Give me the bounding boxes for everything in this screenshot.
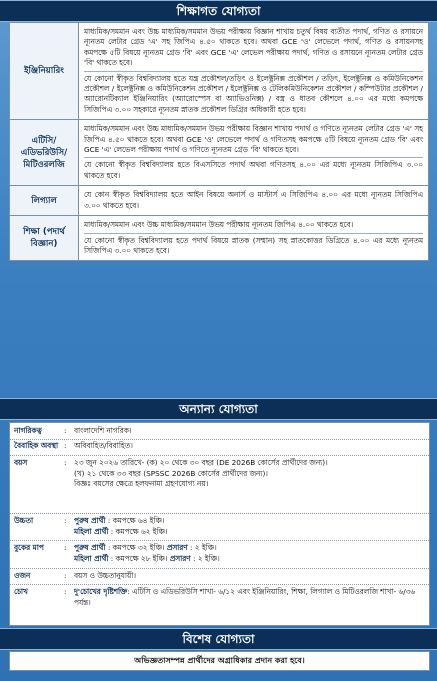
female-label: মহিলা প্রার্থী <box>74 526 109 536</box>
special-title-text: বিশেষ যোগ্যতা <box>182 632 255 646</box>
nationality-value: বাংলাদেশি নাগরিক। <box>74 426 132 435</box>
row-content <box>79 120 429 186</box>
expansion-label: প্রসারণ <box>166 543 188 552</box>
row-label: শিক্ষা (পদার্থ বিজ্ঞান) <box>10 216 79 261</box>
special-text: অভিজ্ঞতাসম্পন্ন প্রার্থীদের অগ্রাধিকার প্রদান করা হবে। <box>134 656 305 665</box>
male-label: পুরুষ প্রার্থী <box>74 516 106 525</box>
row-content <box>79 23 429 120</box>
education-section-title <box>0 0 437 22</box>
requirement-paragraph: যে কোনো স্বীকৃত বিশ্ববিদ্যালয় হতে যন্ত্র প্রকৌশল/তড়িৎ ও ইলেক্ট্রনিক্স প্রকৌশল / তড়িৎ, ইলেক্ট্রনিক্স ও কমিউনিকেশন প্রকৌশল / ইলেক্ট্রনিক্স ও কমিউনিকেশন প্রকৌশল / ইলেক্ট্রনিক্স ও টেলিকমিউনিকেশন প্রকৌশল / কম্পিউটার প্রকৌশল / অ্যারোনটিক্যাল ইঞ্জিনিয়ারিং (অ্যারোস্পেস বা অ্যাভিওনিক্স) / বস্ত্র ও ধাতব কৌশলে ৪.০০ এর মধ্যে কমপক্ষে সিজিপিএ ৩.০০ সহকারে ন্যূনতম স্নাতক প্রকৌশল ডিগ্রির অধিকারী হতে হবে। <box>84 71 423 118</box>
female-label: মহিলা প্রার্থী <box>74 553 109 563</box>
height-label: উচ্চতা <box>14 516 34 525</box>
education-row-engineering <box>10 23 429 120</box>
requirement-paragraph: যে কোনো স্বীকৃত বিশ্ববিদ্যালয় হতে পদার্থ বিষয়ে স্নাতক (সম্মান) সহ স্নাতকোত্তর ডিগ্রিতে ৪.০০ এর মধ্যে ন্যূনতম সিজিপিএ ৩.০০ থাকতে হবে। <box>84 233 423 259</box>
education-table <box>9 22 429 261</box>
requirement-paragraph: মাধ্যমিক/সমমান এবং উচ্চ মাধ্যমিক/সমমান উভয় পরীক্ষায় বিজ্ঞান শাখায় পদার্থ ও গণিতে ন্যূনতম লেটার গ্রেড 'এ' সহ জিপিএ ৪.৫০ থাকতে হবে। অথবা GCE 'ও' লেভেলে পদার্থ ও গণিতসহ কমপক্ষে ৫টি বিষয়ে ন্যূনতম গ্রেড 'বি' এবং GCE 'এ' লেভেল পরীক্ষায় পদার্থ ও গণিতে ন্যূনতম গ্রেড 'বি' থাকতে হবে। <box>84 124 423 155</box>
age-note: বিজ্ঞঃ বয়সের ক্ষেত্রে হলফনামা গ্রহণযোগ্য নয়। <box>74 479 209 489</box>
marital-label: বৈবাহিক অবস্থা <box>14 441 59 450</box>
female-height-value: : কমপক্ষে ৬২ ইঞ্চি। <box>110 526 168 536</box>
row-content <box>79 186 429 216</box>
education-row-education <box>10 216 429 261</box>
nationality-label: নাগরিকত্ব <box>14 426 42 435</box>
row-label: লিগ্যাল <box>10 186 79 216</box>
marital-value: অবিবাহিত/বিবাহিত। <box>74 441 133 450</box>
male-height-value: : কমপক্ষে ৬৪ ইঞ্চি। <box>107 516 165 525</box>
chest-label: বুকের মাপ <box>14 543 44 552</box>
male-label: পুরুষ প্রার্থী <box>74 543 106 552</box>
other-qualifications-box: নাগরিকত্ব : বাংলাদেশি নাগরিক। বৈবাহিক অবস্থা : অবিবাহিত/বিবাহিত। বয়স : ২৩ জুন ২০২৬ তারিখে- (ক) ২০ থেকে ৩০ বছর (DE 2026B কোর্সের প্রার্থীদের জন্য)। (খ) ২১ থেকে ৩৩ বছর (SPSSC 2026B কোর্সের প্রার্থীদের জন্য)। বিজ্ঞঃ বয়সের ক্ষেত্রে হলফনামা গ্রহণযোগ্য নয়। উচ্চতা : পুরুষ প্রার্থী : কমপক্ষে ৬৪ ইঞ্চি। মহিলা প্রার্থী : কমপক্ষে ৬২ ইঞ্চি। বুকের মাপ : পুরুষ প্রার্থী : কমপক্ষে ৩২ ইঞ্চি। প্রসারণ : ২ ইঞ্চি। মহিলা প্রার্থী : কমপক্ষে ২৮ ইঞ্চি। প্রসারণ : ২ ইঞ্চি। ওজন : বয়স ও উচ্চতানুযায়ী। চোখ : দু'চোখের দৃষ্টিশক্তি: এটিসি ও এডিভরিউসি শাখা- ৬/১২ এবং ইঞ্জিনিয়ারিং, শিক্ষা, লিগ্যাল ও মিটিওরলজি শাখা- ৬/৩৬ পর্যন্ত। <box>9 422 430 626</box>
eyesight-text: : এটিসি ও এডিভরিউসি শাখা- ৬/১২ এবং ইঞ্জিনিয়ারিং, শিক্ষা, লিগ্যাল ও মিটিওরলজি শাখা- ৬/৩৬ পর্যন্ত। <box>74 587 416 607</box>
female-expansion-value: : ২ ইঞ্চি। <box>192 553 220 563</box>
age-line-2: (খ) ২১ থেকে ৩৩ বছর (SPSSC 2026B কোর্সের প্রার্থীদের জন্য)। <box>74 468 268 478</box>
expansion-label: প্রসারণ <box>169 553 191 563</box>
female-chest-value: : কমপক্ষে ২৮ ইঞ্চি। <box>110 553 168 563</box>
weight-label: ওজন <box>14 571 31 580</box>
education-title-text: শিক্ষাগত যোগ্যতা <box>176 4 261 18</box>
special-qualification-box <box>9 651 430 671</box>
requirement-paragraph: যে কোন স্বীকৃত বিশ্ববিদ্যালয় হতে আইন বিষয়ে অনার্স ও মাস্টার্স এ সিজিপিএ ৪.০০ এর মধ্যে ন্যূনতম সিজিপিএ ৩.০০ থাকতে হবে। <box>84 190 423 210</box>
requirement-paragraph: মাধ্যমিক/সমমান এবং উচ্চ মাধ্যমিক/সমমান উভয় পরীক্ষায় বিজ্ঞান শাখায় চতুর্থ বিষয় ব্যতীত পদার্থ, গণিত ও রসায়নে ন্যূনতম লেটার গ্রেড 'এ' সহ জিপিএ ৪.৫০ থাকতে হবে। অথবা GCE 'ও' লেভেলে পদার্থ, গণিত ও রসায়নসহ কমপক্ষে ৫টি বিষয়ে ন্যূনতম গ্রেড 'বি' এবং GCE 'এ' লেভেল পরীক্ষায় পদার্থ, গণিত ও রসায়নে ন্যূনতম লেটার গ্রেড 'বি' থাকতে হবে। <box>84 27 423 68</box>
male-expansion-value: : ২ ইঞ্চি। <box>190 543 217 552</box>
eyesight-lead: দু'চোখের দৃষ্টিশক্তি <box>74 587 128 596</box>
row-content <box>79 216 429 261</box>
education-row-atc <box>10 120 429 186</box>
other-title-text: অন্যান্য যোগ্যতা <box>179 402 258 416</box>
eyes-label: চোখ <box>14 587 28 596</box>
requirement-paragraph: যে কোনো স্বীকৃত বিশ্ববিদ্যালয় হতে বিএসসিতে পদার্থ অথবা গণিতসহ ৪.০০ এর মধ্যে ন্যূনতম সিজিপিএ ৩.০০ থাকতে হবে। <box>84 157 423 183</box>
weight-value: বয়স ও উচ্চতানুযায়ী। <box>74 571 136 580</box>
other-section-title <box>0 398 437 420</box>
age-label: বয়স <box>14 458 28 467</box>
male-chest-value: : কমপক্ষে ৩২ ইঞ্চি। <box>107 543 165 552</box>
row-label: ইঞ্জিনিয়ারিং <box>10 23 79 120</box>
education-row-legal <box>10 186 429 216</box>
row-label: এটিসি/ এডিভরিউসি/ মিটিওরলজি <box>10 120 79 186</box>
requirement-paragraph: মাধ্যমিক/সমমান এবং উচ্চ মাধ্যমিক/সমমান উভয় পরীক্ষায় ন্যূনতম জিপিএ ৪.০০ থাকতে হবে। <box>84 220 354 230</box>
age-line-1: ২৩ জুন ২০২৬ তারিখে- (ক) ২০ থেকে ৩০ বছর (DE 2026B কোর্সের প্রার্থীদের জন্য)। <box>74 458 328 467</box>
special-section-title <box>0 628 437 650</box>
